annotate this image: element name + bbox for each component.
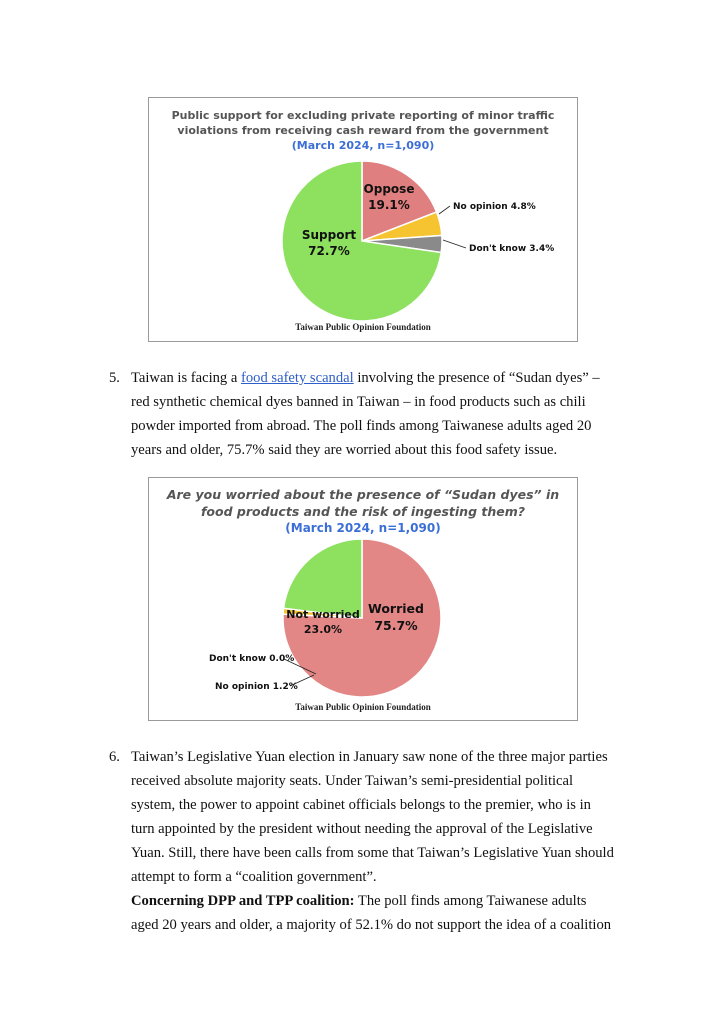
- pie-value-support: 72.7%: [308, 244, 350, 258]
- paragraph-item-5: [131, 366, 631, 462]
- pie-label-dont-know: [209, 654, 294, 664]
- pie-slice-not-worried: [284, 539, 362, 618]
- paragraph-text: The poll finds among Taiwanese adults: [354, 893, 587, 909]
- pie-value-oppose: 19.1%: [368, 198, 410, 212]
- chart-figure-sudan-dyes: [148, 477, 578, 721]
- chart-source: Taiwan Public Opinion Foundation: [295, 702, 431, 712]
- chart-title-line-1: Public support for excluding private reporting of minor traffic: [171, 109, 555, 122]
- leader-line-no-opinion: [439, 206, 450, 214]
- food-safety-scandal-link[interactable]: food safety scandal: [241, 370, 354, 386]
- paragraph-line: Yuan. Still, there have been calls from some that Taiwan’s Legislative Yuan should: [131, 845, 614, 861]
- pie-chart-sudan-dyes: [149, 478, 577, 720]
- pie-value-dont-know: 3.4%: [529, 244, 555, 254]
- chart-figure-traffic-reporting: [148, 97, 578, 342]
- pie-value-no-opinion: 4.8%: [510, 202, 536, 212]
- paragraph-line: attempt to form a “coalition government”.: [131, 869, 377, 885]
- paragraph-line: years and older, 75.7% said they are worried about this food safety issue.: [131, 442, 558, 458]
- pie-label-no-opinion-name: No opinion: [453, 202, 508, 212]
- pie-label-no-opinion-name: No opinion: [215, 682, 270, 692]
- pie-label-dont-know-name: Don't know: [469, 244, 527, 254]
- paragraph-item-6: [131, 745, 651, 889]
- chart-subtitle: (March 2024, n=1,090): [291, 139, 435, 152]
- pie-value-no-opinion: 1.2%: [272, 682, 298, 692]
- paragraph-coalition: [131, 889, 651, 937]
- list-number-6: 6.: [109, 749, 120, 765]
- paragraph-text: Taiwan is facing a: [131, 370, 242, 386]
- leader-line-dont-know: [443, 240, 466, 248]
- paragraph-line: turn appointed by the president without needing the approval of the Legislative: [131, 821, 593, 837]
- pie-value-dont-know: 0.0%: [269, 654, 295, 664]
- pie-value-not-worried: 23.0%: [303, 623, 343, 636]
- paragraph-line: system, the power to appoint cabinet officials belongs to the premier, who is in: [131, 797, 591, 813]
- pie-label-dont-know-name: Don't know: [209, 654, 267, 664]
- chart-source: Taiwan Public Opinion Foundation: [295, 322, 431, 332]
- chart-title-line-1: Are you worried about the presence of “Sudan dyes” in: [166, 487, 560, 502]
- pie-label-not-worried: Not worried: [286, 608, 360, 621]
- pie-label-support: Support: [301, 228, 357, 242]
- chart-title-line-2: violations from receiving cash reward from the government: [177, 124, 549, 137]
- paragraph-line: [131, 889, 651, 913]
- pie-label-no-opinion: [453, 202, 536, 212]
- pie-label-oppose: Oppose: [363, 182, 415, 196]
- pie-label-worried: Worried: [368, 601, 424, 616]
- pie-label-dont-know: [469, 244, 554, 254]
- paragraph-line: received absolute majority seats. Under Taiwan’s semi-presidential political: [131, 773, 574, 789]
- pie-value-worried: 75.7%: [374, 618, 418, 633]
- paragraph-line: powder imported from abroad. The poll finds among Taiwanese adults aged 20: [131, 418, 592, 434]
- chart-title-line-2: food products and the risk of ingesting them?: [200, 504, 526, 519]
- paragraph-text: involving the presence of “Sudan dyes” –: [353, 370, 600, 386]
- pie-chart-traffic-reporting: [149, 98, 577, 341]
- paragraph-line: red synthetic chemical dyes banned in Taiwan – in food products such as chili: [131, 394, 586, 410]
- list-number-5: 5.: [109, 370, 120, 386]
- paragraph-line: Taiwan’s Legislative Yuan election in January saw none of the three major parties: [131, 749, 608, 765]
- paragraph-line: aged 20 years and older, a majority of 52.1% do not support the idea of a coalition: [131, 917, 612, 933]
- pie-label-no-opinion: [215, 682, 298, 692]
- chart-subtitle: (March 2024, n=1,090): [285, 521, 441, 535]
- bold-lead: Concerning DPP and TPP coalition:: [131, 893, 355, 909]
- paragraph-line: [131, 366, 631, 390]
